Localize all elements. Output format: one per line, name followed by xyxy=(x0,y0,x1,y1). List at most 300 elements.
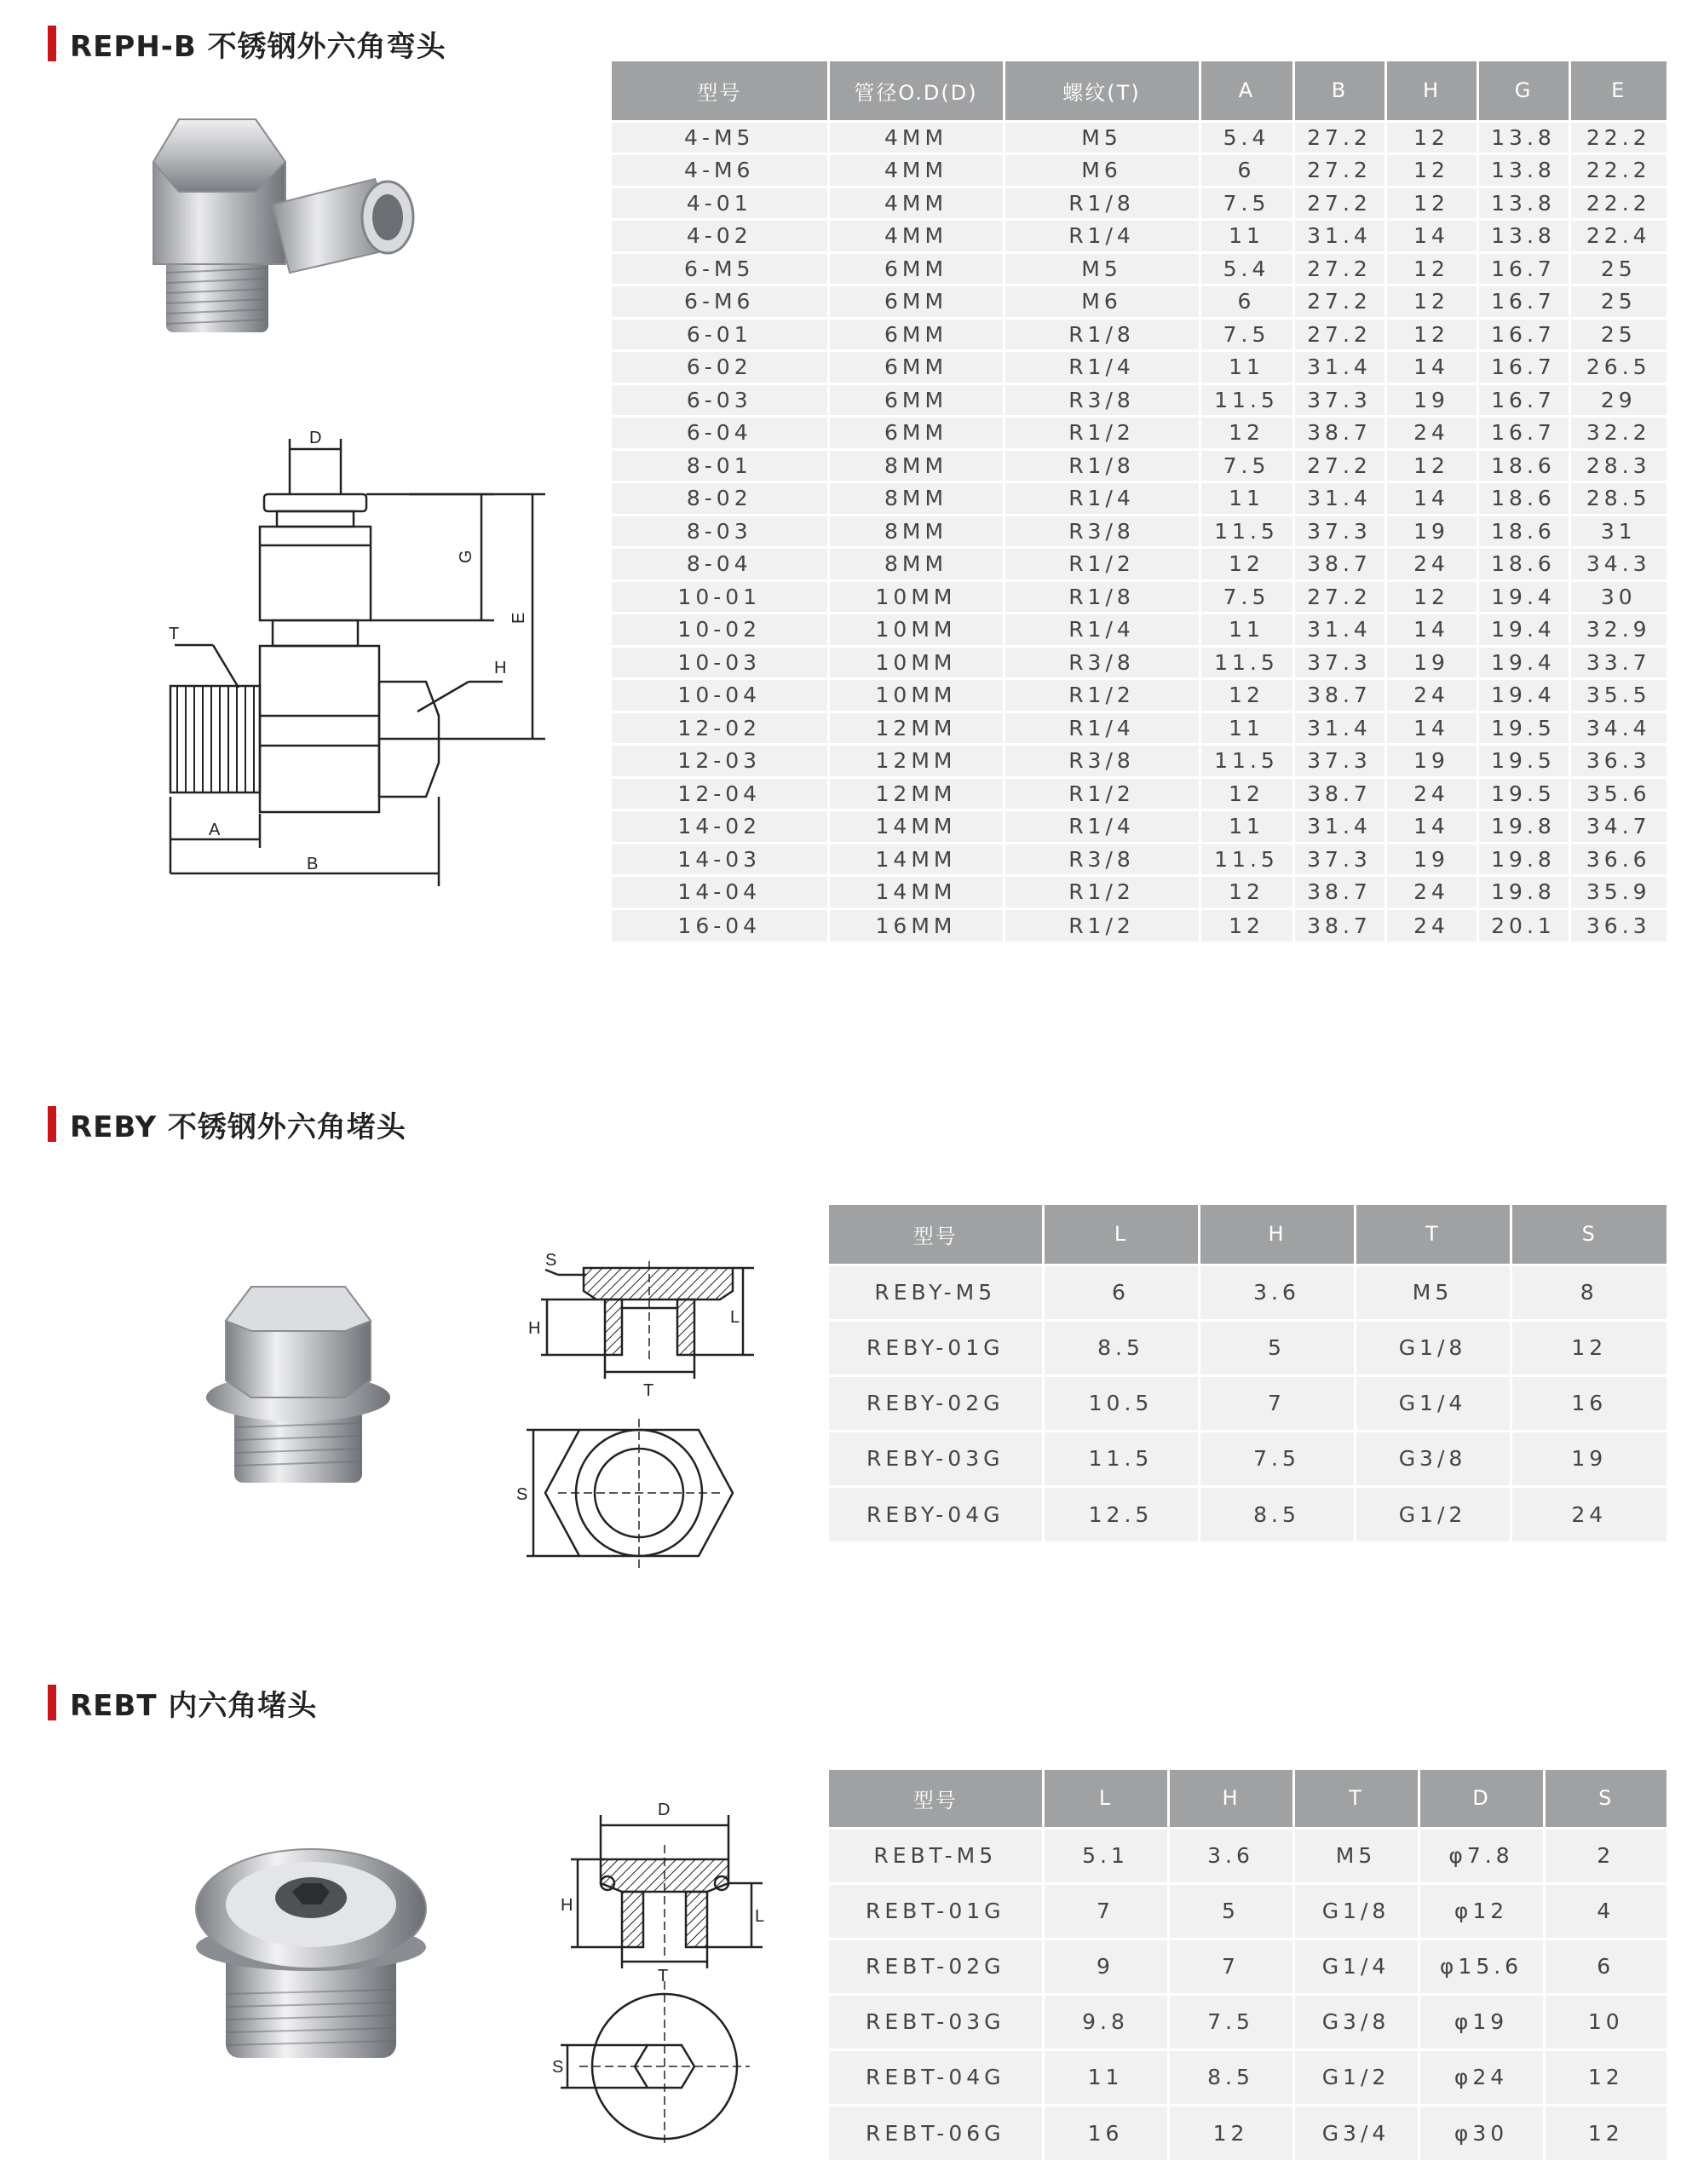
label-d: D xyxy=(658,1801,671,1819)
table-cell: 8MM xyxy=(828,515,1004,548)
table-cell: 6 xyxy=(1200,285,1293,319)
table-cell: 8MM xyxy=(828,548,1004,581)
table-cell: 24 xyxy=(1385,679,1477,712)
table-cell: 6-04 xyxy=(612,417,828,450)
table-cell: 16MM xyxy=(828,908,1004,942)
table-cell: 7.5 xyxy=(1199,1431,1355,1486)
table-cell: 7 xyxy=(1043,1883,1168,1939)
table-cell: REBY-M5 xyxy=(829,1265,1043,1320)
table-cell: 38.7 xyxy=(1293,417,1385,450)
table-cell: 22.2 xyxy=(1569,187,1667,220)
table-cell: 37.3 xyxy=(1293,383,1385,417)
table-cell: 35.6 xyxy=(1569,777,1667,810)
table-cell: 12-03 xyxy=(612,745,828,778)
col-h: H xyxy=(1168,1770,1293,1828)
table-cell: REBY-04G xyxy=(829,1486,1043,1541)
table-cell: 11 xyxy=(1043,2049,1168,2105)
table-row xyxy=(612,646,1667,679)
table-cell: G1/4 xyxy=(1293,1939,1419,1994)
table-cell: 36.3 xyxy=(1569,908,1667,942)
table-cell: R1/2 xyxy=(1004,679,1200,712)
table-row xyxy=(612,285,1667,319)
table-cell: 19 xyxy=(1385,383,1477,417)
table-cell: 19.4 xyxy=(1477,679,1569,712)
table-cell: M5 xyxy=(1004,252,1200,285)
table-cell: 12MM xyxy=(828,745,1004,778)
table-cell: 16.7 xyxy=(1477,417,1569,450)
table-cell: R1/2 xyxy=(1004,417,1200,450)
table-cell: R1/2 xyxy=(1004,548,1200,581)
table-cell: R1/4 xyxy=(1004,220,1200,253)
table-cell: G1/2 xyxy=(1355,1486,1511,1541)
reph-spec-table xyxy=(612,61,1667,942)
table-row xyxy=(829,1994,1667,2049)
table-cell: 11.5 xyxy=(1200,745,1293,778)
col-g: G xyxy=(1477,61,1569,121)
table-cell: 27.2 xyxy=(1293,154,1385,187)
table-cell: REBT-M5 xyxy=(829,1828,1043,1883)
table-cell: 7.5 xyxy=(1200,318,1293,351)
table-cell: 5.1 xyxy=(1043,1828,1168,1883)
table-cell: 8-03 xyxy=(612,515,828,548)
col-t: T xyxy=(1293,1770,1419,1828)
table-cell: 10MM xyxy=(828,580,1004,614)
table-cell: 32.2 xyxy=(1569,417,1667,450)
table-cell: 13.8 xyxy=(1477,187,1569,220)
table-cell: 13.8 xyxy=(1477,121,1569,154)
table-cell: 32.9 xyxy=(1569,614,1667,647)
table-cell: 12 xyxy=(1385,580,1477,614)
table-cell: R1/4 xyxy=(1004,482,1200,516)
table-cell: R3/8 xyxy=(1004,745,1200,778)
table-cell: 12 xyxy=(1200,548,1293,581)
table-cell: 19 xyxy=(1385,515,1477,548)
table-row xyxy=(829,1265,1667,1320)
col-h: H xyxy=(1385,61,1477,121)
table-cell: 16 xyxy=(1511,1375,1667,1431)
table-cell: 22.4 xyxy=(1569,220,1667,253)
table-cell: 6-M5 xyxy=(612,252,828,285)
table-cell: G3/8 xyxy=(1293,1994,1419,2049)
table-cell: 9 xyxy=(1043,1939,1168,1994)
table-cell: 12 xyxy=(1168,2105,1293,2160)
table-row xyxy=(829,1320,1667,1375)
section-title-reph xyxy=(48,24,446,63)
table-cell: 10-01 xyxy=(612,580,828,614)
table-cell: 4-02 xyxy=(612,220,828,253)
table-cell: 37.3 xyxy=(1293,745,1385,778)
rebt-product-photo xyxy=(192,1845,439,2075)
table-cell: G1/2 xyxy=(1293,2049,1419,2105)
table-cell: 4MM xyxy=(828,121,1004,154)
table-cell: 27.2 xyxy=(1293,121,1385,154)
table-cell: 8-04 xyxy=(612,548,828,581)
table-cell: G1/8 xyxy=(1293,1883,1419,1939)
table-cell: 8-02 xyxy=(612,482,828,516)
table-cell: 19.4 xyxy=(1477,614,1569,647)
table-cell: 4-M6 xyxy=(612,154,828,187)
label-b: B xyxy=(307,855,319,873)
table-cell: 3.6 xyxy=(1168,1828,1293,1883)
table-cell: 5 xyxy=(1168,1883,1293,1939)
table-cell: R1/2 xyxy=(1004,777,1200,810)
table-cell: REBY-03G xyxy=(829,1431,1043,1486)
table-cell: 24 xyxy=(1385,777,1477,810)
table-cell: 16-04 xyxy=(612,908,828,942)
table-cell: 7.5 xyxy=(1168,1994,1293,2049)
table-cell: R1/8 xyxy=(1004,449,1200,482)
table-cell: 12 xyxy=(1200,777,1293,810)
col-l: L xyxy=(1043,1770,1168,1828)
table-cell: 10MM xyxy=(828,646,1004,679)
table-cell: 6-M6 xyxy=(612,285,828,319)
label-h: H xyxy=(494,659,507,677)
table-cell: 5 xyxy=(1199,1320,1355,1375)
table-row xyxy=(612,252,1667,285)
table-cell: REBY-01G xyxy=(829,1320,1043,1375)
table-cell: 36.3 xyxy=(1569,745,1667,778)
table-cell: 6 xyxy=(1544,1939,1667,1994)
table-row xyxy=(612,548,1667,581)
table-cell: 31 xyxy=(1569,515,1667,548)
section-title-text: REBY 不锈钢外六角堵头 xyxy=(70,1109,406,1144)
table-row xyxy=(612,449,1667,482)
table-cell: 12-02 xyxy=(612,712,828,745)
col-b: B xyxy=(1293,61,1385,121)
table-cell: REBT-02G xyxy=(829,1939,1043,1994)
table-cell: 11 xyxy=(1200,712,1293,745)
table-cell: 4-M5 xyxy=(612,121,828,154)
table-cell: G1/4 xyxy=(1355,1375,1511,1431)
label-l: L xyxy=(730,1308,740,1327)
table-cell: REBT-06G xyxy=(829,2105,1043,2160)
table-cell: 12 xyxy=(1385,154,1477,187)
table-cell: 4-01 xyxy=(612,187,828,220)
table-cell: 7 xyxy=(1168,1939,1293,1994)
table-cell: 28.5 xyxy=(1569,482,1667,516)
table-cell: 4MM xyxy=(828,154,1004,187)
col-od: 管径O.D(D) xyxy=(828,61,1004,121)
table-cell: 12 xyxy=(1385,252,1477,285)
table-cell: 31.4 xyxy=(1293,482,1385,516)
table-cell: φ7.8 xyxy=(1419,1828,1544,1883)
table-cell: 24 xyxy=(1385,908,1477,942)
table-cell: 20.1 xyxy=(1477,908,1569,942)
table-cell: φ24 xyxy=(1419,2049,1544,2105)
table-cell: 35.9 xyxy=(1569,876,1667,909)
table-cell: 18.6 xyxy=(1477,449,1569,482)
table-header-row xyxy=(612,61,1667,121)
col-model: 型号 xyxy=(829,1770,1043,1828)
table-cell: 7.5 xyxy=(1200,580,1293,614)
table-cell: 10 xyxy=(1544,1994,1667,2049)
table-cell: 30 xyxy=(1569,580,1667,614)
table-cell: M5 xyxy=(1293,1828,1419,1883)
table-cell: 6MM xyxy=(828,417,1004,450)
table-cell: 6MM xyxy=(828,383,1004,417)
table-cell: φ12 xyxy=(1419,1883,1544,1939)
label-s-hex: S xyxy=(516,1485,528,1504)
label-t: T xyxy=(658,1967,669,1985)
table-cell: R3/8 xyxy=(1004,383,1200,417)
table-cell: 12.5 xyxy=(1043,1486,1199,1541)
table-row xyxy=(612,908,1667,942)
table-row xyxy=(612,712,1667,745)
table-cell: 11.5 xyxy=(1200,843,1293,876)
label-l: L xyxy=(755,1907,765,1926)
table-row xyxy=(829,1828,1667,1883)
table-cell: 33.7 xyxy=(1569,646,1667,679)
table-cell: R1/8 xyxy=(1004,187,1200,220)
table-cell: G1/8 xyxy=(1355,1320,1511,1375)
table-row xyxy=(612,318,1667,351)
table-row xyxy=(829,1486,1667,1541)
table-header-row xyxy=(829,1205,1667,1265)
table-cell: 14 xyxy=(1385,351,1477,384)
table-cell: 11 xyxy=(1200,482,1293,516)
table-cell: 38.7 xyxy=(1293,908,1385,942)
table-cell: R3/8 xyxy=(1004,646,1200,679)
reph-product-photo xyxy=(145,111,435,349)
table-cell: 27.2 xyxy=(1293,187,1385,220)
table-cell: 18.6 xyxy=(1477,482,1569,516)
table-cell: 37.3 xyxy=(1293,646,1385,679)
table-cell: 19 xyxy=(1511,1431,1667,1486)
table-row xyxy=(612,482,1667,516)
table-row xyxy=(612,810,1667,844)
table-cell: 11 xyxy=(1200,351,1293,384)
label-t: T xyxy=(643,1381,654,1400)
table-cell: 28.3 xyxy=(1569,449,1667,482)
table-row xyxy=(829,2105,1667,2160)
table-cell: 6 xyxy=(1043,1265,1199,1320)
table-cell: 19.4 xyxy=(1477,646,1569,679)
table-cell: 11.5 xyxy=(1200,383,1293,417)
table-cell: 14 xyxy=(1385,482,1477,516)
label-a: A xyxy=(209,821,221,839)
col-model: 型号 xyxy=(829,1205,1043,1265)
col-d: D xyxy=(1419,1770,1544,1828)
table-cell: 19 xyxy=(1385,646,1477,679)
reby-product-photo xyxy=(192,1278,405,1491)
table-cell: 12-04 xyxy=(612,777,828,810)
section-title-reby xyxy=(48,1104,406,1144)
label-s: S xyxy=(552,2058,564,2077)
table-cell: 11.5 xyxy=(1043,1431,1199,1486)
table-cell: 8.5 xyxy=(1168,2049,1293,2105)
col-e: E xyxy=(1569,61,1667,121)
table-cell: 35.5 xyxy=(1569,679,1667,712)
table-cell: 27.2 xyxy=(1293,318,1385,351)
col-s: S xyxy=(1511,1205,1667,1265)
table-cell: 14-03 xyxy=(612,843,828,876)
table-cell: 14 xyxy=(1385,614,1477,647)
table-cell: 25 xyxy=(1569,318,1667,351)
section-title-text: REBT 内六角堵头 xyxy=(70,1688,318,1723)
table-cell: 13.8 xyxy=(1477,154,1569,187)
col-h: H xyxy=(1199,1205,1355,1265)
table-cell: R1/8 xyxy=(1004,318,1200,351)
table-cell: 29 xyxy=(1569,383,1667,417)
table-cell: 12 xyxy=(1200,876,1293,909)
table-cell: 6MM xyxy=(828,351,1004,384)
table-cell: G3/8 xyxy=(1355,1431,1511,1486)
table-cell: 24 xyxy=(1385,417,1477,450)
table-row xyxy=(612,679,1667,712)
table-cell: 22.2 xyxy=(1569,154,1667,187)
table-cell: 37.3 xyxy=(1293,515,1385,548)
col-model: 型号 xyxy=(612,61,828,121)
table-cell: R1/4 xyxy=(1004,810,1200,844)
table-cell: 12 xyxy=(1511,1320,1667,1375)
table-cell: 4MM xyxy=(828,187,1004,220)
table-cell: 19.5 xyxy=(1477,777,1569,810)
section-title-text: REPH-B 不锈钢外六角弯头 xyxy=(70,29,446,64)
table-cell: REBY-02G xyxy=(829,1375,1043,1431)
table-cell: R3/8 xyxy=(1004,843,1200,876)
table-cell: 26.5 xyxy=(1569,351,1667,384)
table-cell: REBT-03G xyxy=(829,1994,1043,2049)
table-cell: 6MM xyxy=(828,252,1004,285)
table-cell: 8 xyxy=(1511,1265,1667,1320)
table-cell: R1/8 xyxy=(1004,580,1200,614)
table-row xyxy=(612,417,1667,450)
table-cell: 16.7 xyxy=(1477,318,1569,351)
table-cell: 8.5 xyxy=(1043,1320,1199,1375)
table-cell: 6MM xyxy=(828,285,1004,319)
table-cell: 6-02 xyxy=(612,351,828,384)
table-cell: 10MM xyxy=(828,614,1004,647)
table-cell: 13.8 xyxy=(1477,220,1569,253)
table-cell: 7.5 xyxy=(1200,187,1293,220)
table-cell: 5.4 xyxy=(1200,121,1293,154)
table-cell: 4 xyxy=(1544,1883,1667,1939)
table-row xyxy=(612,351,1667,384)
table-cell: 19 xyxy=(1385,843,1477,876)
table-cell: 36.6 xyxy=(1569,843,1667,876)
table-cell: 19.4 xyxy=(1477,580,1569,614)
table-cell: 6-01 xyxy=(612,318,828,351)
table-row xyxy=(829,1431,1667,1486)
table-cell: R1/2 xyxy=(1004,876,1200,909)
table-cell: 7.5 xyxy=(1200,449,1293,482)
table-cell: 5.4 xyxy=(1200,252,1293,285)
table-cell: 7 xyxy=(1199,1375,1355,1431)
col-thread: 螺纹(T) xyxy=(1004,61,1200,121)
table-cell: 18.6 xyxy=(1477,515,1569,548)
table-cell: 38.7 xyxy=(1293,876,1385,909)
table-cell: 12 xyxy=(1385,318,1477,351)
table-cell: 16 xyxy=(1043,2105,1168,2160)
table-row xyxy=(612,745,1667,778)
table-cell: 12 xyxy=(1544,2105,1667,2160)
table-cell: 18.6 xyxy=(1477,548,1569,581)
table-cell: 12 xyxy=(1385,285,1477,319)
table-cell: 31.4 xyxy=(1293,220,1385,253)
label-h: H xyxy=(561,1896,573,1915)
table-cell: 19.8 xyxy=(1477,810,1569,844)
table-cell: 14 xyxy=(1385,220,1477,253)
label-t: T xyxy=(169,625,180,643)
table-cell: 24 xyxy=(1385,876,1477,909)
table-cell: 6 xyxy=(1200,154,1293,187)
col-s: S xyxy=(1544,1770,1667,1828)
table-cell: 14MM xyxy=(828,810,1004,844)
table-cell: 16.7 xyxy=(1477,351,1569,384)
table-cell: 25 xyxy=(1569,285,1667,319)
table-cell: M5 xyxy=(1004,121,1200,154)
table-cell: 38.7 xyxy=(1293,679,1385,712)
table-cell: 14-04 xyxy=(612,876,828,909)
table-cell: 31.4 xyxy=(1293,351,1385,384)
table-cell: 27.2 xyxy=(1293,285,1385,319)
table-cell: 31.4 xyxy=(1293,614,1385,647)
table-cell: 16.7 xyxy=(1477,383,1569,417)
table-cell: φ15.6 xyxy=(1419,1939,1544,1994)
title-accent-bar xyxy=(48,1106,56,1142)
col-a: A xyxy=(1200,61,1293,121)
table-row xyxy=(829,1375,1667,1431)
table-cell: 12 xyxy=(1200,908,1293,942)
table-cell: 19.5 xyxy=(1477,745,1569,778)
table-cell: 4MM xyxy=(828,220,1004,253)
table-cell: 16.7 xyxy=(1477,285,1569,319)
table-cell: 8MM xyxy=(828,449,1004,482)
table-cell: 14 xyxy=(1385,712,1477,745)
table-cell: REBT-04G xyxy=(829,2049,1043,2105)
table-row xyxy=(612,777,1667,810)
table-cell: 2 xyxy=(1544,1828,1667,1883)
table-row xyxy=(612,515,1667,548)
table-cell: 8MM xyxy=(828,482,1004,516)
table-cell: REBT-01G xyxy=(829,1883,1043,1939)
table-cell: 27.2 xyxy=(1293,449,1385,482)
table-cell: 34.4 xyxy=(1569,712,1667,745)
table-cell: φ30 xyxy=(1419,2105,1544,2160)
table-row xyxy=(612,580,1667,614)
label-d: D xyxy=(309,429,322,447)
reby-spec-table xyxy=(829,1205,1667,1541)
table-cell: R1/4 xyxy=(1004,351,1200,384)
reph-dimension-drawing xyxy=(145,422,554,899)
table-cell: 27.2 xyxy=(1293,580,1385,614)
table-cell: 31.4 xyxy=(1293,810,1385,844)
table-cell: 37.3 xyxy=(1293,843,1385,876)
table-cell: 38.7 xyxy=(1293,777,1385,810)
table-cell: φ19 xyxy=(1419,1994,1544,2049)
table-cell: 12 xyxy=(1385,449,1477,482)
table-cell: 12 xyxy=(1200,679,1293,712)
table-cell: 8-01 xyxy=(612,449,828,482)
table-cell: R1/4 xyxy=(1004,614,1200,647)
table-cell: 14MM xyxy=(828,843,1004,876)
table-cell: 11 xyxy=(1200,614,1293,647)
table-cell: R1/2 xyxy=(1004,908,1200,942)
table-cell: 24 xyxy=(1511,1486,1667,1541)
table-row xyxy=(612,383,1667,417)
table-cell: 12MM xyxy=(828,712,1004,745)
table-row xyxy=(829,1939,1667,1994)
table-cell: 12 xyxy=(1544,2049,1667,2105)
table-cell: 6MM xyxy=(828,318,1004,351)
table-cell: 27.2 xyxy=(1293,252,1385,285)
col-t: T xyxy=(1355,1205,1511,1265)
table-cell: 6-03 xyxy=(612,383,828,417)
table-cell: R3/8 xyxy=(1004,515,1200,548)
table-cell: 19.8 xyxy=(1477,843,1569,876)
table-cell: 24 xyxy=(1385,548,1477,581)
table-cell: 12MM xyxy=(828,777,1004,810)
